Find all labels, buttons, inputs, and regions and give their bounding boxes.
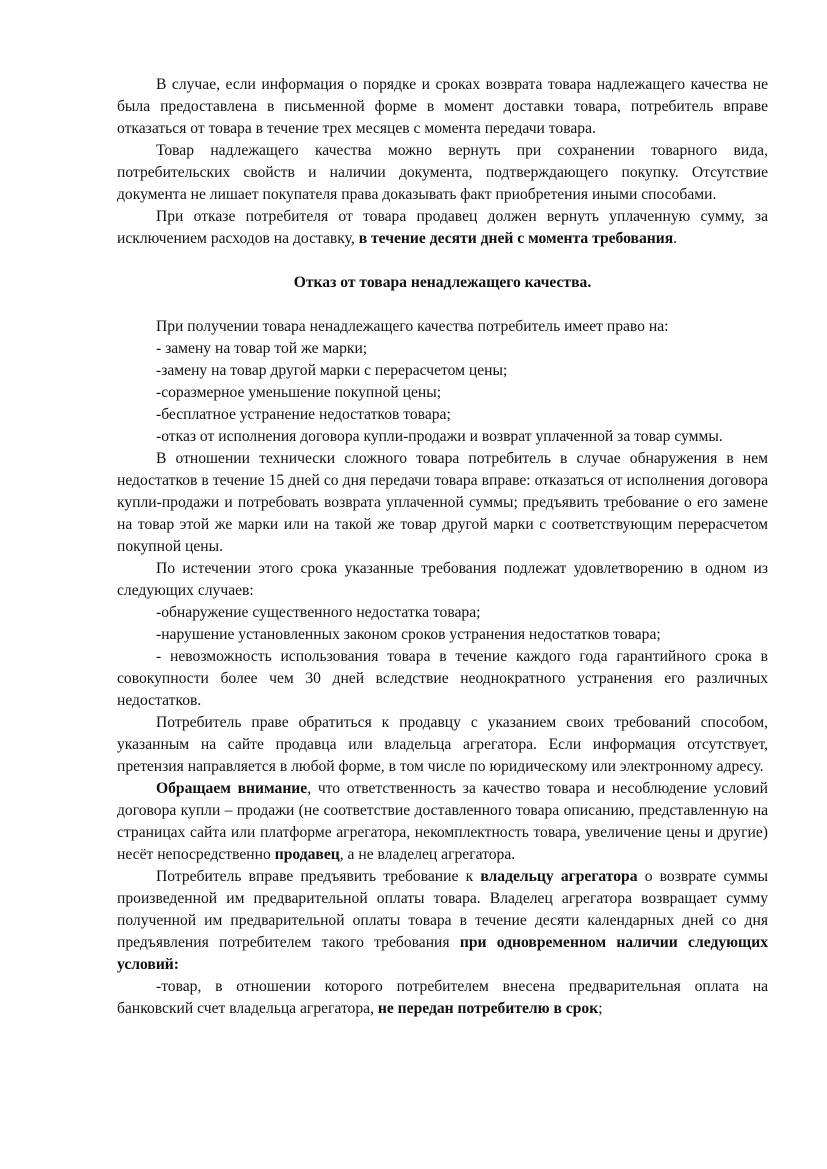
paragraph-return-info: В случае, если информация о порядке и сроках возврата товара надлежащего качества не была предоставлена в письменной форме в момент доставки товара, потребитель вправе отказаться от товара в течение трех месяцев с момента передачи товара. bbox=[117, 76, 768, 137]
rights-item: -замену на товар другой марки с перерасчетом цены; bbox=[156, 362, 508, 379]
seller-bold: продавец bbox=[274, 846, 340, 863]
refund-period: . bbox=[673, 230, 678, 247]
refund-text: При отказе потребителя от товара продавец должен вернуть уплаченную сумму, за исключением расходов на доставку, bbox=[117, 208, 768, 247]
section-heading: Отказ от товара ненадлежащего качества. bbox=[293, 274, 592, 291]
paragraph-complex-goods: В отношении технически сложного товара потребитель в случае обнаружения в нем недостатков в течение 15 дней со дня передачи товара вправе: отказаться от исполнения договора купли-продажи и потребовать возврата уплаченной суммы; предъявить требование о его замене на товар этой же марки или на такой же товар другой марки с соответствующим перерасчетом покупной цены. bbox=[117, 450, 768, 555]
condition-text: -товар, в отношении которого потребителем внесена предварительная оплата на банковский счет владельца агрегатора, bbox=[117, 978, 768, 1017]
paragraph-condition bbox=[117, 976, 768, 1020]
paragraph-attention bbox=[117, 778, 768, 866]
rights-item: -отказ от исполнения договора купли-продажи и возврат уплаченной за товар суммы. bbox=[156, 428, 723, 445]
attention-bold: Обращаем внимание bbox=[156, 780, 308, 797]
paragraph-refund-term bbox=[117, 206, 768, 250]
paragraph-aggregator bbox=[117, 866, 768, 976]
paragraph-after-term: По истечении этого срока указанные требования подлежат удовлетворению в одном из следующих случаев: bbox=[117, 560, 768, 599]
case-item: -нарушение установленных законом сроков устранения недостатков товара; bbox=[156, 626, 661, 643]
case-item: -обнаружение существенного недостатка товара; bbox=[156, 604, 481, 621]
paragraph-claim: Потребитель праве обратиться к продавцу с указанием своих требований способом, указанным на сайте продавца или владельца агрегатора. Если информация отсутствует, претензия направляется в любой форме, в том числе по юридическому или электронному адресу. bbox=[117, 714, 768, 775]
refund-term-bold: в течение десяти дней с момента требования bbox=[358, 230, 674, 247]
rights-intro: При получении товара ненадлежащего качества потребитель имеет право на: bbox=[156, 318, 669, 335]
attention-end: , а не владелец агрегатора. bbox=[339, 846, 516, 863]
aggregator-owner-bold: владельцу агрегатора bbox=[480, 868, 638, 885]
rights-item: - замену на товар той же марки; bbox=[156, 340, 368, 357]
conditions-bold: при одновременном наличии следующих условий: bbox=[117, 934, 768, 973]
paragraph-proper-quality-return: Товар надлежащего качества можно вернуть при сохранении товарного вида, потребительских свойств и наличии документа, подтверждающего покупку. Отсутствие документа не лишает покупателя права доказывать факт приобретения иными способами. bbox=[117, 142, 768, 203]
rights-item: -бесплатное устранение недостатков товара; bbox=[156, 406, 451, 423]
aggregator-text-start: Потребитель вправе предъявить требование к bbox=[156, 868, 481, 885]
attention-text: , что ответственность за качество товара и несоблюдение условий договора купли – продажи (не соответствие доставленного товара описанию, представленную на страницах сайта или платформе агрегатора, некомплектность товара, увеличение цены и другие) несёт непосредственно bbox=[117, 780, 768, 863]
condition-end: ; bbox=[598, 1000, 603, 1017]
condition-bold: не передан потребителю в срок bbox=[377, 1000, 599, 1017]
case-item: - невозможность использования товара в течение каждого года гарантийного срока в совокупности более чем 30 дней вследствие неоднократного устранения его различных недостатков. bbox=[117, 648, 768, 709]
document-page bbox=[117, 74, 768, 1020]
rights-item: -соразмерное уменьшение покупной цены; bbox=[156, 384, 442, 401]
aggregator-text-middle: о возврате суммы произведенной им предварительной оплаты товара. Владелец агрегатора возвращает сумму полученной им предварительной оплаты товара в течение десяти календарных дней со дня предъявления потребителем такого требования bbox=[117, 868, 768, 951]
